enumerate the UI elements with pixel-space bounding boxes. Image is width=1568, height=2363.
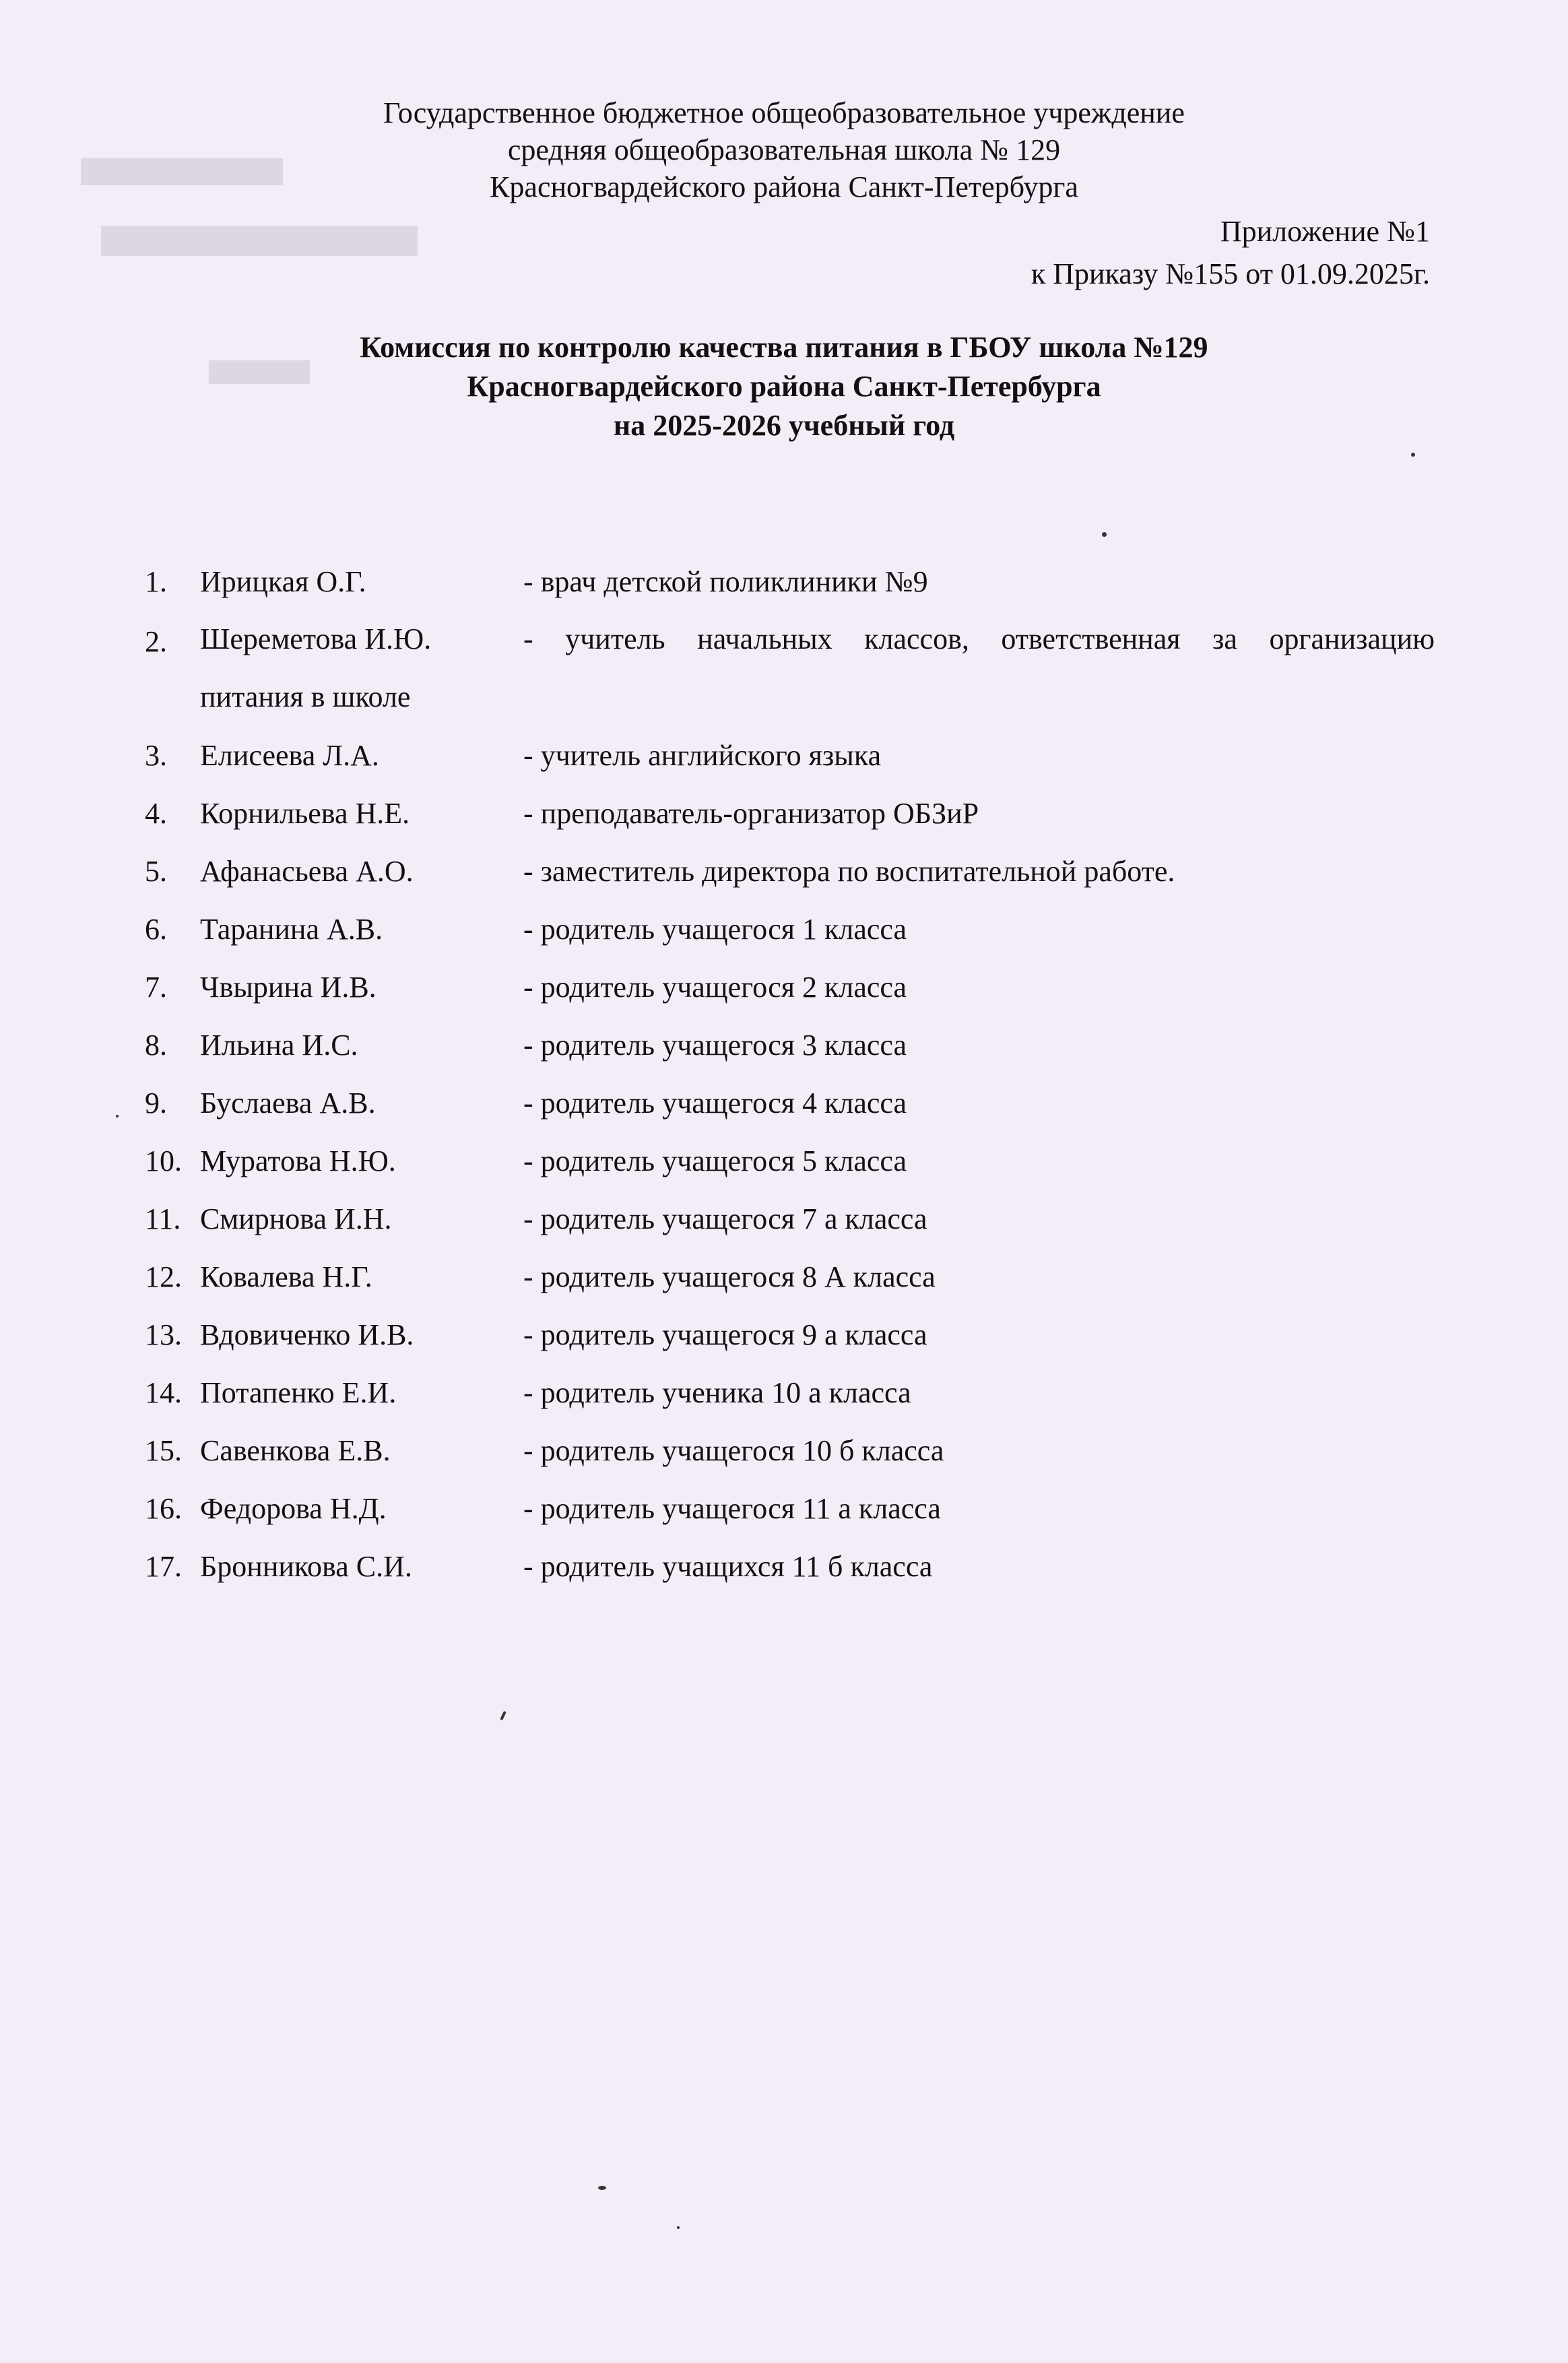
list-item [145, 1537, 1435, 1595]
member-role: - родитель учащегося 9 а класса [523, 1318, 927, 1351]
item-number: 15. [145, 1433, 182, 1467]
member-role: - преподаватель-организатор ОБЗиР [523, 796, 979, 830]
list-item [145, 1479, 1435, 1537]
header-line-2: средняя общеобразовательная школа № 129 [507, 133, 1061, 166]
list-item [145, 1074, 1435, 1132]
list-item [145, 1016, 1435, 1074]
member-name: Федорова Н.Д. [200, 1491, 387, 1525]
header-line-1: Государственное бюджетное общеобразовательное учреждение [383, 96, 1185, 129]
member-role: - родитель учащегося 8 А класса [523, 1260, 936, 1293]
member-name: Савенкова Е.В. [200, 1433, 391, 1467]
member-name: Шереметова И.Ю. [200, 622, 432, 655]
scan-speck [116, 1115, 119, 1118]
member-role: - родитель учащихся 11 б класса [523, 1549, 933, 1583]
item-number: 4. [145, 796, 167, 830]
member-name: Буслаева А.В. [200, 1086, 376, 1120]
member-name: Афанасьева А.О. [200, 854, 414, 888]
institution-header [0, 94, 1568, 205]
member-name: Елисеева Л.А. [200, 738, 379, 772]
member-role: - родитель учащегося 4 класса [523, 1086, 907, 1120]
member-role: - врач детской поликлиники №9 [523, 564, 928, 598]
list-item [145, 1248, 1435, 1305]
member-name: Муратова Н.Ю. [200, 1144, 396, 1177]
item-number: 17. [145, 1549, 182, 1583]
member-role: - родитель учащегося 1 класса [523, 912, 907, 946]
order-reference: к Приказу №155 от 01.09.2025г. [1031, 257, 1430, 290]
member-role: - учитель начальных классов, ответственная за организацию [523, 622, 1435, 655]
item-number: 9. [145, 1086, 167, 1120]
item-number: 13. [145, 1318, 182, 1351]
list-item [145, 842, 1435, 900]
member-name: Ковалева Н.Г. [200, 1260, 372, 1293]
item-number: 12. [145, 1260, 182, 1293]
member-name: Корнильева Н.Е. [200, 796, 410, 830]
member-role: - учитель английского языка [523, 738, 882, 772]
member-role-continuation: питания в школе [200, 680, 411, 713]
item-number: 14. [145, 1375, 182, 1409]
list-item [145, 900, 1435, 958]
item-number: 10. [145, 1144, 182, 1177]
member-role: - родитель учащегося 10 б класса [523, 1433, 944, 1467]
item-number: 8. [145, 1028, 167, 1062]
commission-member-list [145, 552, 1435, 1595]
member-role: - заместитель директора по воспитательной работе. [523, 854, 1175, 888]
header-line-3: Красногвардейского района Санкт-Петербурга [490, 170, 1078, 203]
list-item [145, 784, 1435, 842]
item-number: 5. [145, 854, 167, 888]
member-name: Ирицкая О.Г. [200, 564, 366, 598]
appendix-number: Приложение №1 [1220, 215, 1430, 248]
scan-speck [1102, 532, 1107, 537]
member-role: - родитель учащегося 3 класса [523, 1028, 907, 1062]
list-item [145, 1363, 1435, 1421]
list-item [145, 958, 1435, 1016]
scan-speck [598, 2186, 606, 2190]
title-line-3: на 2025-2026 учебный год [613, 409, 955, 442]
list-item [145, 726, 1435, 784]
member-role: - родитель учащегося 11 а класса [523, 1491, 941, 1525]
member-name: Чвырина И.В. [200, 970, 377, 1004]
item-number: 6. [145, 912, 167, 946]
list-item [145, 1190, 1435, 1248]
appendix-reference [1031, 210, 1430, 295]
list-item [145, 1132, 1435, 1190]
list-item [145, 1421, 1435, 1479]
member-role: - родитель учащегося 7 а класса [523, 1202, 927, 1235]
member-name: Таранина А.В. [200, 912, 383, 946]
list-item [145, 610, 1435, 726]
member-name: Потапенко Е.И. [200, 1375, 397, 1409]
member-role: - родитель учащегося 5 класса [523, 1144, 907, 1177]
scan-speck [677, 2226, 680, 2229]
list-item [145, 1305, 1435, 1363]
member-role: - родитель учащегося 2 класса [523, 970, 907, 1004]
item-number: 3. [145, 738, 167, 772]
member-name: Смирнова И.Н. [200, 1202, 392, 1235]
member-name: Вдовиченко И.В. [200, 1318, 414, 1351]
scan-speck [500, 1711, 507, 1720]
scan-speck [1411, 453, 1415, 457]
member-name: Ильина И.С. [200, 1028, 358, 1062]
member-name: Бронникова С.И. [200, 1549, 412, 1583]
member-role: - родитель ученика 10 а класса [523, 1375, 911, 1409]
document-title [0, 328, 1568, 445]
title-line-2: Красногвардейского района Санкт-Петербурга [467, 370, 1101, 403]
item-number: 1. [145, 564, 167, 598]
title-line-1: Комиссия по контролю качества питания в ГБОУ школа №129 [360, 331, 1208, 364]
item-number: 16. [145, 1491, 182, 1525]
item-number: 7. [145, 970, 167, 1004]
item-number: 11. [145, 1202, 181, 1235]
item-number: 2. [145, 625, 167, 658]
